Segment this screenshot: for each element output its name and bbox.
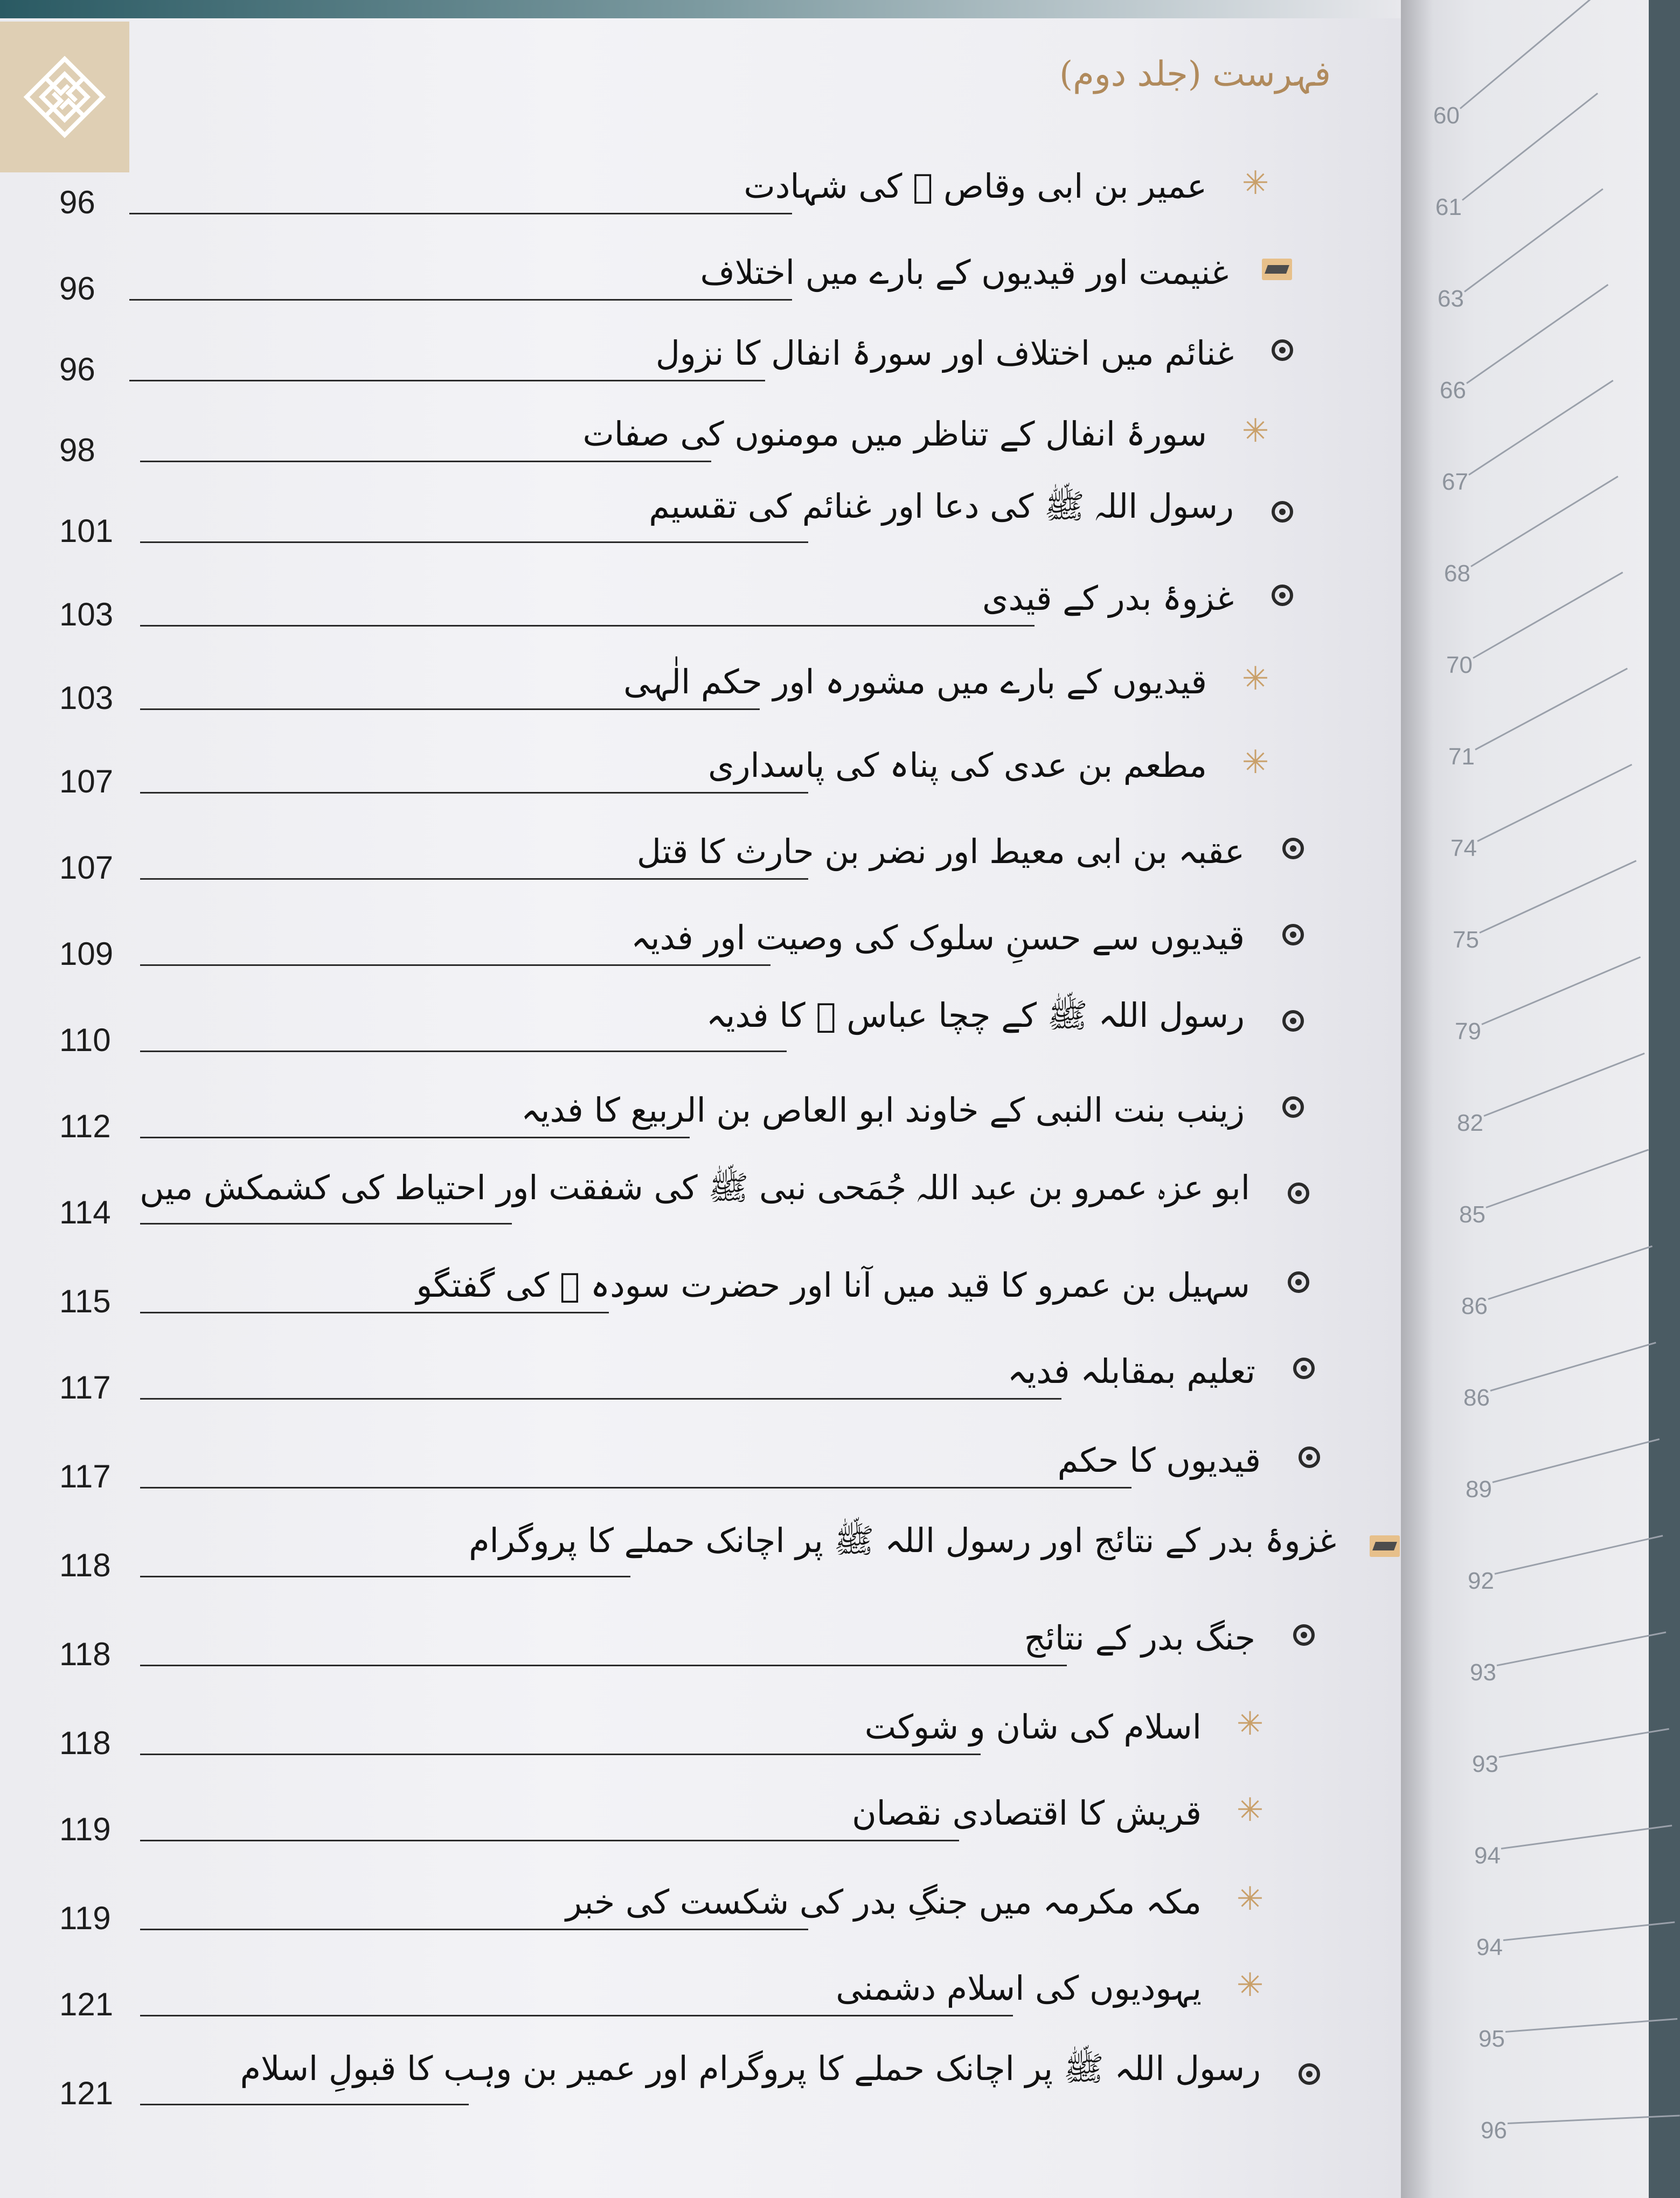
adjacent-page-number: 86: [1461, 1293, 1488, 1319]
adjacent-page-leader-line: [1466, 284, 1608, 384]
toc-entry-title: مکہ مکرمہ میں جنگِ بدر کی شکست کی خبر: [565, 1882, 1202, 1922]
toc-page-number: 117: [59, 1458, 111, 1494]
toc-page-number: 98: [59, 432, 95, 468]
toc-page-number: 117: [59, 1369, 111, 1406]
toc-leader-line: [140, 878, 808, 880]
toc-entry-title: جنگ بدر کے نتائج: [1024, 1618, 1255, 1658]
toc-page-number: 115: [59, 1283, 111, 1319]
bullet-circle-icon: [1277, 1091, 1309, 1123]
bullet-circle-icon: [1266, 334, 1299, 366]
toc-entry-title: یہودیوں کی اسلام دشمنی: [836, 1969, 1202, 2008]
toc-entry-title: مطعم بن عدی کی پناہ کی پاسداری: [708, 746, 1207, 785]
adjacent-page-number: 82: [1457, 1110, 1483, 1136]
adjacent-page-number: 89: [1466, 1476, 1492, 1503]
adjacent-page-leader-line: [1477, 764, 1632, 842]
toc-leader-line: [140, 1840, 959, 1841]
adjacent-page-leader-line: [1460, 0, 1593, 109]
bullet-circle-icon: [1282, 1266, 1315, 1298]
bullet-circle-icon: [1282, 1177, 1315, 1209]
toc-entry-title: عقبہ بن ابی معیط اور نضر بن حارث کا قتل: [636, 832, 1245, 871]
toc-page-number: 121: [59, 1986, 114, 2022]
toc-leader-line: [140, 541, 808, 543]
toc-entry: [0, 1587, 1401, 1673]
toc-entry: [0, 1320, 1401, 1406]
toc-leader-line: [140, 1754, 981, 1755]
adjacent-page-leader-line: [1464, 189, 1603, 293]
bullet-star-icon: ✳: [1236, 1880, 1264, 1918]
toc-entry: [0, 1059, 1401, 1145]
page-header-title: فہرست (جلد دوم): [1059, 54, 1331, 94]
bullet-circle-icon: [1293, 2058, 1325, 2090]
adjacent-page-leader-line: [1492, 1438, 1660, 1483]
toc-page-number: 107: [59, 763, 114, 799]
toc-leader-line: [140, 1929, 808, 1930]
toc-entry-title: قیدیوں کا حکم: [1057, 1441, 1261, 1480]
toc-page-number: 121: [59, 2075, 114, 2111]
toc-entry-title: قیدیوں سے حسنِ سلوک کی وصیت اور فدیہ: [630, 918, 1245, 957]
toc-entry: [0, 972, 1401, 1059]
toc-page-number: 118: [59, 1636, 111, 1672]
toc-leader-line: [129, 213, 792, 214]
bullet-star-icon: ✳: [1241, 743, 1269, 781]
adjacent-page-leader-line: [1468, 380, 1613, 476]
toc-entry: [0, 1851, 1401, 1937]
bullet-circle-icon: [1266, 496, 1299, 528]
toc-entry: [0, 302, 1401, 388]
adjacent-page-number: 92: [1468, 1568, 1494, 1594]
adjacent-page-number: 93: [1470, 1659, 1496, 1686]
toc-entry: [0, 2026, 1401, 2112]
bullet-star-icon: ✳: [1241, 412, 1269, 450]
toc-page-number: 118: [59, 1547, 111, 1583]
toc-entry-title: قریش کا اقتصادی نقصان: [852, 1793, 1202, 1833]
adjacent-page-leader-line: [1503, 1922, 1675, 1941]
page-fold: [1401, 0, 1433, 2198]
toc-page-number: 112: [59, 1108, 111, 1144]
toc-entry: [0, 135, 1401, 221]
adjacent-page-leader-line: [1497, 1631, 1667, 1666]
toc-entry-title: ابو عزہ عمرو بن عبد اللہ جُمَحی نبی ﷺ کی شفقت اور احتیاط کی کشمکش میں: [140, 1168, 1250, 1207]
toc-entry: [0, 800, 1401, 886]
toc-page-number: 107: [59, 850, 114, 886]
toc-entry-title: رسول اللہ ﷺ کی دعا اور غنائم کی تقسیم: [649, 486, 1234, 526]
adjacent-page-number: 74: [1450, 835, 1477, 861]
toc-entry: [0, 1675, 1401, 1762]
toc-page-number: 119: [59, 1900, 111, 1936]
section-brush-icon: [1261, 253, 1293, 286]
bullet-circle-icon: [1288, 1352, 1320, 1385]
toc-entry: [0, 382, 1401, 469]
toc-entry: [0, 1145, 1401, 1231]
toc-leader-line: [140, 461, 711, 462]
adjacent-page-leader-line: [1505, 2018, 1677, 2033]
toc-entry-title: غزوۂ بدر کے قیدی: [982, 579, 1234, 618]
adjacent-page-leader-line: [1481, 956, 1641, 1025]
toc-entry-title: رسول اللہ ﷺ پر اچانک حملے کا پروگرام اور عمیر بن وہب کا قبولِ اسلام: [240, 2049, 1261, 2088]
toc-leader-line: [140, 1398, 1061, 1400]
toc-entry-title: تعلیم بمقابلہ فدیہ: [1007, 1352, 1255, 1391]
toc-leader-line: [140, 1137, 690, 1138]
adjacent-page-number: 67: [1442, 469, 1468, 495]
toc-entry-title: عمیر بن ابی وقاص ﷛ کی شہادت: [744, 166, 1207, 206]
bullet-circle-icon: [1288, 1619, 1320, 1651]
toc-page-number: 101: [59, 513, 114, 549]
adjacent-page-leader-line: [1479, 860, 1636, 933]
section-brush-icon: [1369, 1530, 1401, 1562]
adjacent-page-number: 86: [1463, 1385, 1490, 1411]
toc-leader-line: [140, 625, 1035, 627]
adjacent-page-leader-line: [1475, 667, 1628, 750]
toc-page-number: 118: [59, 1725, 111, 1761]
toc-page-number: 103: [59, 680, 114, 716]
adjacent-page-number: 70: [1446, 652, 1473, 678]
adjacent-page-number: 68: [1444, 560, 1470, 587]
toc-leader-line: [140, 2104, 469, 2105]
toc-entry-title: غنائم میں اختلاف اور سورۂ انفال کا نزول: [655, 333, 1234, 373]
adjacent-page-number: 85: [1459, 1201, 1485, 1228]
toc-leader-line: [140, 1223, 512, 1225]
adjacent-page-leader-line: [1501, 1825, 1672, 1849]
adjacent-page-leader-line: [1485, 1149, 1648, 1208]
toc-entry: [0, 1409, 1401, 1495]
adjacent-page-leader-line: [1508, 2114, 1680, 2124]
toc-page-number: 96: [59, 184, 95, 220]
toc-entry-title: سورۂ انفال کے تناظر میں مومنوں کی صفات: [582, 414, 1207, 454]
toc-entry: [0, 1498, 1401, 1584]
adjacent-page-number: 60: [1433, 102, 1460, 129]
bullet-circle-icon: [1293, 1441, 1325, 1473]
toc-leader-line: [140, 708, 760, 710]
adjacent-page-number: 79: [1455, 1018, 1481, 1045]
toc-leader-line: [140, 1665, 1067, 1666]
toc-entry: [0, 1762, 1401, 1848]
toc-page-number: 96: [59, 270, 95, 307]
adjacent-page-leader-line: [1499, 1728, 1669, 1758]
adjacent-page-leader-line: [1462, 93, 1598, 201]
toc-page-number: 109: [59, 936, 114, 972]
bullet-star-icon: ✳: [1236, 1966, 1264, 2004]
bullet-star-icon: ✳: [1241, 660, 1269, 698]
toc-entry: [0, 221, 1401, 307]
adjacent-page-leader-line: [1483, 1053, 1644, 1117]
toc-leader-line: [140, 1312, 609, 1313]
toc-page-number: 96: [59, 351, 95, 387]
toc-leader-line: [140, 2015, 1013, 2016]
toc-entry-title: سہیل بن عمرو کا قید میں آنا اور حضرت سودہ ﷞ کی گفتگو: [416, 1265, 1250, 1305]
toc-entry-title: زینب بنت النبی کے خاوند ابو العاص بن الربیع کا فدیہ: [520, 1090, 1245, 1130]
toc-entry: [0, 714, 1401, 800]
toc-page-number: 114: [59, 1194, 111, 1230]
bullet-circle-icon: [1277, 919, 1309, 951]
toc-entry-title: قیدیوں کے بارے میں مشورہ اور حکم الٰہی: [623, 662, 1207, 701]
toc-leader-line: [140, 964, 770, 966]
adjacent-page-number: 61: [1435, 194, 1462, 220]
toc-entry: [0, 1234, 1401, 1320]
page-top-edge: [0, 0, 1401, 18]
adjacent-page-leader-line: [1488, 1246, 1653, 1300]
adjacent-page-number: 96: [1481, 2117, 1507, 2144]
bullet-circle-icon: [1266, 579, 1299, 611]
adjacent-page-number: 93: [1472, 1751, 1498, 1777]
toc-entry-title: رسول اللہ ﷺ کے چچا عباس ﷛ کا فدیہ: [706, 996, 1245, 1035]
adjacent-page-leader-line: [1473, 572, 1623, 659]
bullet-star-icon: ✳: [1236, 1791, 1264, 1829]
adjacent-page-number: 71: [1448, 743, 1475, 770]
bullet-circle-icon: [1277, 832, 1309, 865]
toc-leader-line: [140, 1576, 630, 1577]
toc-entry: [0, 463, 1401, 550]
adjacent-page-leader-line: [1495, 1535, 1663, 1575]
toc-entry-title: غنیمت اور قیدیوں کے بارے میں اختلاف: [700, 253, 1228, 292]
toc-leader-line: [140, 1487, 1131, 1488]
toc-leader-line: [129, 380, 765, 381]
toc-entry: [0, 630, 1401, 717]
adjacent-page-number: 94: [1476, 1934, 1503, 1960]
toc-leader-line: [129, 299, 792, 301]
toc-entry-title: اسلام کی شان و شوکت: [864, 1707, 1202, 1747]
adjacent-page-leader-line: [1490, 1342, 1656, 1392]
adjacent-page-number: 95: [1478, 2026, 1505, 2052]
adjacent-page: [1401, 0, 1649, 2198]
adjacent-page-number: 94: [1474, 1842, 1501, 1869]
adjacent-page-number: 75: [1453, 927, 1479, 953]
toc-entry: [0, 886, 1401, 972]
toc-page-number: 119: [59, 1811, 111, 1847]
adjacent-page-number: 66: [1440, 377, 1466, 404]
adjacent-page-leader-line: [1470, 476, 1618, 567]
toc-page-number: 103: [59, 596, 114, 632]
toc-leader-line: [140, 792, 808, 794]
toc-entry: [0, 1937, 1401, 2023]
bullet-star-icon: ✳: [1241, 164, 1269, 202]
toc-page-number: 110: [59, 1022, 111, 1058]
adjacent-page-number: 63: [1438, 286, 1464, 312]
toc-entry-title: غزوۂ بدر کے نتائج اور رسول اللہ ﷺ پر اچانک حملے کا پروگرام: [469, 1521, 1336, 1560]
toc-leader-line: [140, 1051, 787, 1052]
bullet-circle-icon: [1277, 1005, 1309, 1037]
bullet-star-icon: ✳: [1236, 1705, 1264, 1743]
calligraphy-ornament-icon: [22, 54, 108, 140]
toc-entry: [0, 547, 1401, 633]
